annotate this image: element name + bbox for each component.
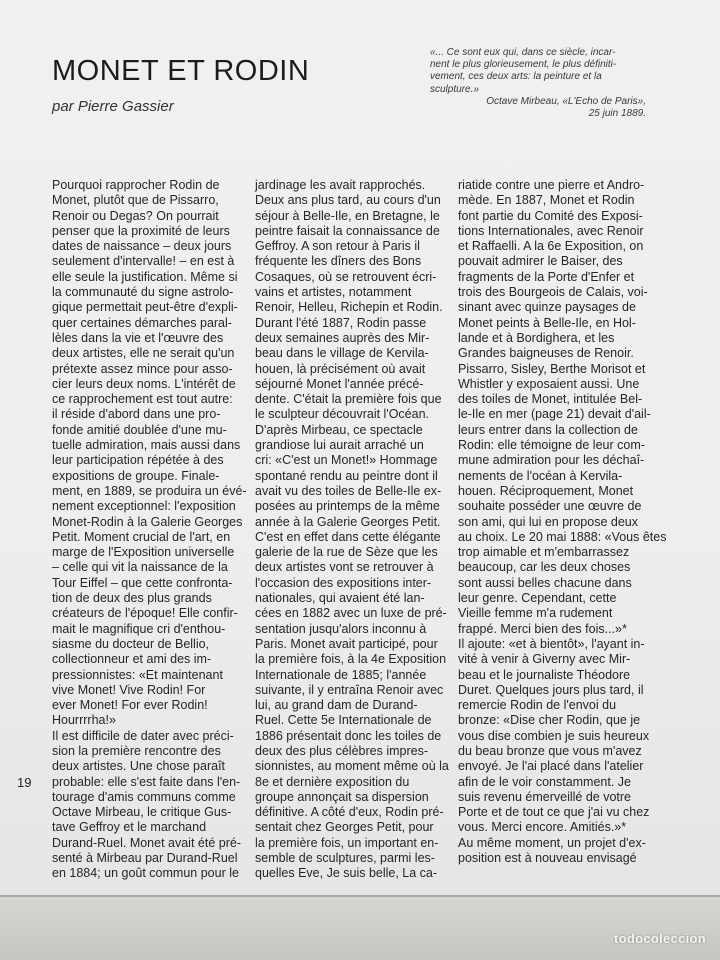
paragraph-line: prétexte assez mince pour asso- [52,361,233,376]
epigraph-source [430,96,646,120]
paragraph-line: pressionnistes: «Et maintenant [52,667,223,682]
paragraph-line: dates de naissance – deux jours [52,239,232,254]
paragraph-line: remercie Rodin de l'envoi du [458,698,617,713]
paragraph-line: vous dise combien je suis heureux [458,728,650,743]
paragraph-line: frappé. Merci bien des fois...»* [458,621,627,636]
paragraph-line: ment, en 1889, se produira un évé- [52,483,247,498]
paragraph-line: jardinage les avait rapprochés. [255,178,426,192]
paragraph-line: position est à nouveau envisagé [458,851,637,866]
paragraph-line: en 1884; un goût commun pour le [52,866,239,881]
paragraph-line: souhaite posséder une œuvre de [458,499,642,514]
paragraph-line: sionnistes, au moment même où la [255,759,449,774]
paragraph-line: Grandes baigneuses de Renoir. [458,346,634,361]
paragraph-line: vive Monet! Vive Rodin! For [52,682,206,697]
paragraph-line: peintre faisait la connaissance de [255,223,440,238]
paragraph-line: vité à venir à Giverny avec Mir- [458,652,631,667]
paragraph-line: cier leurs deux noms. L'intérêt de [52,376,236,391]
paragraph-line: nements de l'océan à Kervila- [458,468,623,483]
paragraph-line: fragments de la Porte d'Enfer et [458,269,635,284]
article-title: MONET ET RODIN [52,55,310,87]
paragraph-line: seulement d'intervalle! – en est à [52,254,235,269]
paragraph-line: vous. Merci encore. Amitiés.»* [458,820,627,835]
text-column-2 [255,178,449,882]
paragraph-line: Internationale de 1885; l'année [255,667,427,682]
paragraph-line: son ami, qui lui en propose deux [458,514,638,529]
paragraph-line: D'après Mirbeau, ce spectacle [255,422,423,437]
paragraph-line: Durant l'été 1887, Rodin passe [255,315,427,330]
paragraph-line: deux des plus célèbres impres- [255,743,428,758]
paragraph-line: deux semaines auprès des Mir- [255,330,430,345]
paragraph-line: Duret. Quelques jours plus tard, il [458,682,644,697]
paragraph-line: Whistler y exposaient aussi. Une [458,376,640,391]
paragraph-line: penser que la proximité de leurs [52,223,230,238]
paragraph-line: spontané rendu au peintre dont il [255,468,438,483]
paragraph-line: semble de sculptures, parmi les- [255,851,435,866]
paragraph-line: leur participation répétée à des [52,453,224,468]
paragraph-line: Vieille femme m'a rudement [458,606,613,621]
paragraph-line: Pissarro, Sisley, Berthe Morisot et [458,361,646,376]
epigraph-source-line: 25 juin 1889. [588,108,646,120]
paragraph-line: font partie du Comité des Exposi- [458,208,643,223]
paragraph-line: quelles Eve, Je suis belle, La ca- [255,866,438,881]
paragraph-line: Il est difficile de dater avec préci- [52,728,234,743]
paragraph-line: Monet, plutôt que de Pissarro, [52,193,219,208]
paragraph-line: la communauté du signe astrolo- [52,285,234,300]
paragraph-line: Rodin: elle témoigne de leur com- [458,438,645,453]
paragraph-line: l'occasion des expositions inter- [255,575,432,590]
paragraph-line: séjour à Belle-Ile, en Bretagne, le [255,208,440,223]
paragraph-line: suivante, il y entraîna Renoir avec [255,682,444,697]
paragraph-line: groupe annonçait sa dispersion [255,789,429,804]
paragraph-line: ce rapprochement est tout autre: [52,392,233,407]
paragraph-line: deux artistes. Une chose paraît [52,759,226,774]
paragraph-line: lui, au grand dam de Durand- [255,698,418,713]
paragraph-line: Octave Mirbeau, le critique Gus- [52,805,232,820]
watermark: todocoleccion [613,931,706,946]
paragraph-line: trop aimable et m'embarrassez [458,545,630,560]
paragraph-line: la première fois, un important en- [255,835,439,850]
paragraph-line: deux artistes vont se retrouver à [255,560,434,575]
paragraph-line: houen, là précisément où avait [255,361,426,376]
paragraph-line: cri: «C'est un Monet!» Hommage [255,453,438,468]
paragraph-line: sentation jusqu'alors inconnu à [255,621,427,636]
paragraph-line: envoyé. Je l'ai placé dans l'atelier [458,759,644,774]
paragraph-line: nement exceptionnel: l'exposition [52,499,236,514]
text-column-3 [458,178,667,866]
paragraph-line: suis revenu émerveillé de votre [458,789,631,804]
epigraph [430,47,646,120]
paragraph-line: Cosaques, où se retrouvent écri- [255,269,437,284]
paragraph-line: sont aussi belles chacune dans [458,575,632,590]
paragraph-line: mède. En 1887, Monet et Rodin [458,193,635,208]
paragraph-line: Paris. Monet avait participé, pour [255,636,438,651]
paragraph-line: beau dans le village de Kervila- [255,346,429,361]
paragraph-line: leurs entrer dans la collection de [458,422,638,437]
paragraph-line: – celle qui vit la naissance de la [52,560,228,575]
paragraph-line: sinant avec quinze paysages de [458,300,636,315]
paragraph-line: tave Geffroy et le marchand [52,820,207,835]
paragraph-line: 1886 présentait donc les toiles de [255,728,442,743]
paragraph-line: Porte et de tout ce que j'ai vu chez [458,805,650,820]
paragraph-line: C'est en effet dans cette élégante [255,529,441,544]
paragraph-line: Deux ans plus tard, au cours d'un [255,193,441,208]
paragraph-line: siasme du docteur de Bellio, [52,636,210,651]
paragraph-line: leur genre. Cependant, cette [458,591,617,606]
paragraph-line: et Raffaelli. A la 6e Exposition, on [458,239,644,254]
paragraph-line: Tour Eiffel – que cette confronta- [52,575,233,590]
paragraph-line: créateurs de l'époque! Elle confir- [52,606,238,621]
paragraph-line: tion de deux des plus grands [52,591,212,606]
paragraph-line: fréquente les dîners des Bons [255,254,422,269]
paragraph-line: 8e et dernière exposition du [255,774,410,789]
paragraph-line: deux artistes, elle ne serait qu'un [52,346,235,361]
paragraph-line: pouvait admirer le Baiser, des [458,254,623,269]
paragraph-line: le-Ile en mer (page 21) devait d'ail- [458,407,651,422]
paragraph-line: Il ajoute: «et à bientôt», l'ayant in- [458,636,645,651]
paragraph-line: grandiose lui aurait arraché un [255,438,424,453]
paragraph-line: beau et le journaliste Théodore [458,667,631,682]
paragraph-line: Hourrrrha!» [52,713,116,728]
paragraph-line: Durand-Ruel. Monet avait été pré- [52,835,241,850]
paragraph-line: afin de le voir constamment. Je [458,774,631,789]
paragraph-line: tuelle admiration, mais aussi dans [52,438,241,453]
paragraph-line: trois des Bourgeois de Calais, voi- [458,285,648,300]
epigraph-quote-line: nent le plus glorieusement, le plus définiti- [430,59,617,71]
paragraph-line: Petit. Moment crucial de l'art, en [52,529,231,544]
page-number: 19 [17,775,32,790]
paragraph-line: houen. Réciproquement, Monet [458,483,634,498]
paragraph-line: dente. C'était la première fois que [255,392,442,407]
paragraph-line: la première fois, à la 4e Exposition [255,652,447,667]
paragraph-line: définitive. A côté d'eux, Rodin pré- [255,805,444,820]
paragraph-line: senté à Mirbeau par Durand-Ruel [52,851,238,866]
paragraph-line: tions Internationales, avec Renoir [458,223,644,238]
paragraph-line: beaucoup, car les deux choses [458,560,631,575]
paragraph-line: au choix. Le 20 mai 1888: «Vous êtes [458,529,667,544]
paragraph-line: vains et artistes, notamment [255,285,412,300]
paragraph-line: il réside d'abord dans une pro- [52,407,221,422]
paragraph-line: année à la Galerie Georges Petit. [255,514,441,529]
text-column-1 [52,178,247,882]
paragraph-line: ever Monet! For ever Rodin! [52,698,208,713]
paragraph-line: séjourné Monet l'année précé- [255,376,424,391]
paragraph-line: lande et à Bordighera, et les [458,330,615,345]
paragraph-line: le sculpteur découvrait l'Océan. [255,407,430,422]
paragraph-line: du beau bronze que vous m'avez [458,743,642,758]
paragraph-line: collectionneur et ami des im- [52,652,212,667]
paragraph-line: sion la première rencontre des [52,743,221,758]
paragraph-line: elle seule la justification. Même si [52,269,238,284]
paragraph-line: mait le magnifique cri d'enthou- [52,621,226,636]
epigraph-quote-line: «... Ce sont eux qui, dans ce siècle, incar- [430,47,616,58]
epigraph-quote [430,47,646,96]
paragraph-line: probable: elle s'est faite dans l'en- [52,774,241,789]
paragraph-line: quer certaines démarches paral- [52,315,232,330]
paragraph-line: fonde amitié doublée d'une mu- [52,422,227,437]
epigraph-source-line: Octave Mirbeau, «L'Echo de Paris», [486,95,646,107]
paragraph-line: lèles dans la vie et l'œuvre des [52,330,224,345]
paragraph-line: gique permettait peut-être d'expli- [52,300,238,315]
paragraph-line: cées en 1882 avec un luxe de pré- [255,606,447,621]
paragraph-line: riatide contre une pierre et Andro- [458,178,645,192]
paragraph-line: posées au printemps de la même [255,499,440,514]
paragraph-line: marge de l'Exposition universelle [52,545,235,560]
paragraph-line: bronze: «Dise cher Rodin, que je [458,713,641,728]
paragraph-line: Au même moment, un projet d'ex- [458,835,646,850]
paragraph-line: Ruel. Cette 5e Internationale de [255,713,432,728]
paragraph-line: avait vu des toiles de Belle-Ile ex- [255,483,442,498]
article-author: par Pierre Gassier [52,98,174,115]
paragraph-line: Geffroy. A son retour à Paris il [255,239,420,254]
epigraph-quote-line: vement, ces deux arts: la peinture et la [430,71,602,83]
paragraph-line: Monet peints à Belle-Ile, en Hol- [458,315,636,330]
paragraph-line: tourage d'amis communs comme [52,789,236,804]
paragraph-line: Renoir, Helleu, Richepin et Rodin. [255,300,443,315]
paragraph-line: Renoir ou Degas? On pourrait [52,208,219,223]
paragraph-line: galerie de la rue de Sèze que les [255,545,438,560]
paragraph-line: sentait chez Georges Petit, pour [255,820,434,835]
paragraph-line: Monet-Rodin à la Galerie Georges [52,514,243,529]
epigraph-quote-line: sculpture.» [430,83,479,95]
paragraph-line: des toiles de Monet, intitulée Bel- [458,392,643,407]
paragraph-line: mune admiration pour les déchaî- [458,453,645,468]
paragraph-line: Pourquoi rapprocher Rodin de [52,178,220,192]
paragraph-line: nationales, qui avaient été lan- [255,591,425,606]
paragraph-line: expositions de groupe. Finale- [52,468,220,483]
background-surface [0,897,720,960]
